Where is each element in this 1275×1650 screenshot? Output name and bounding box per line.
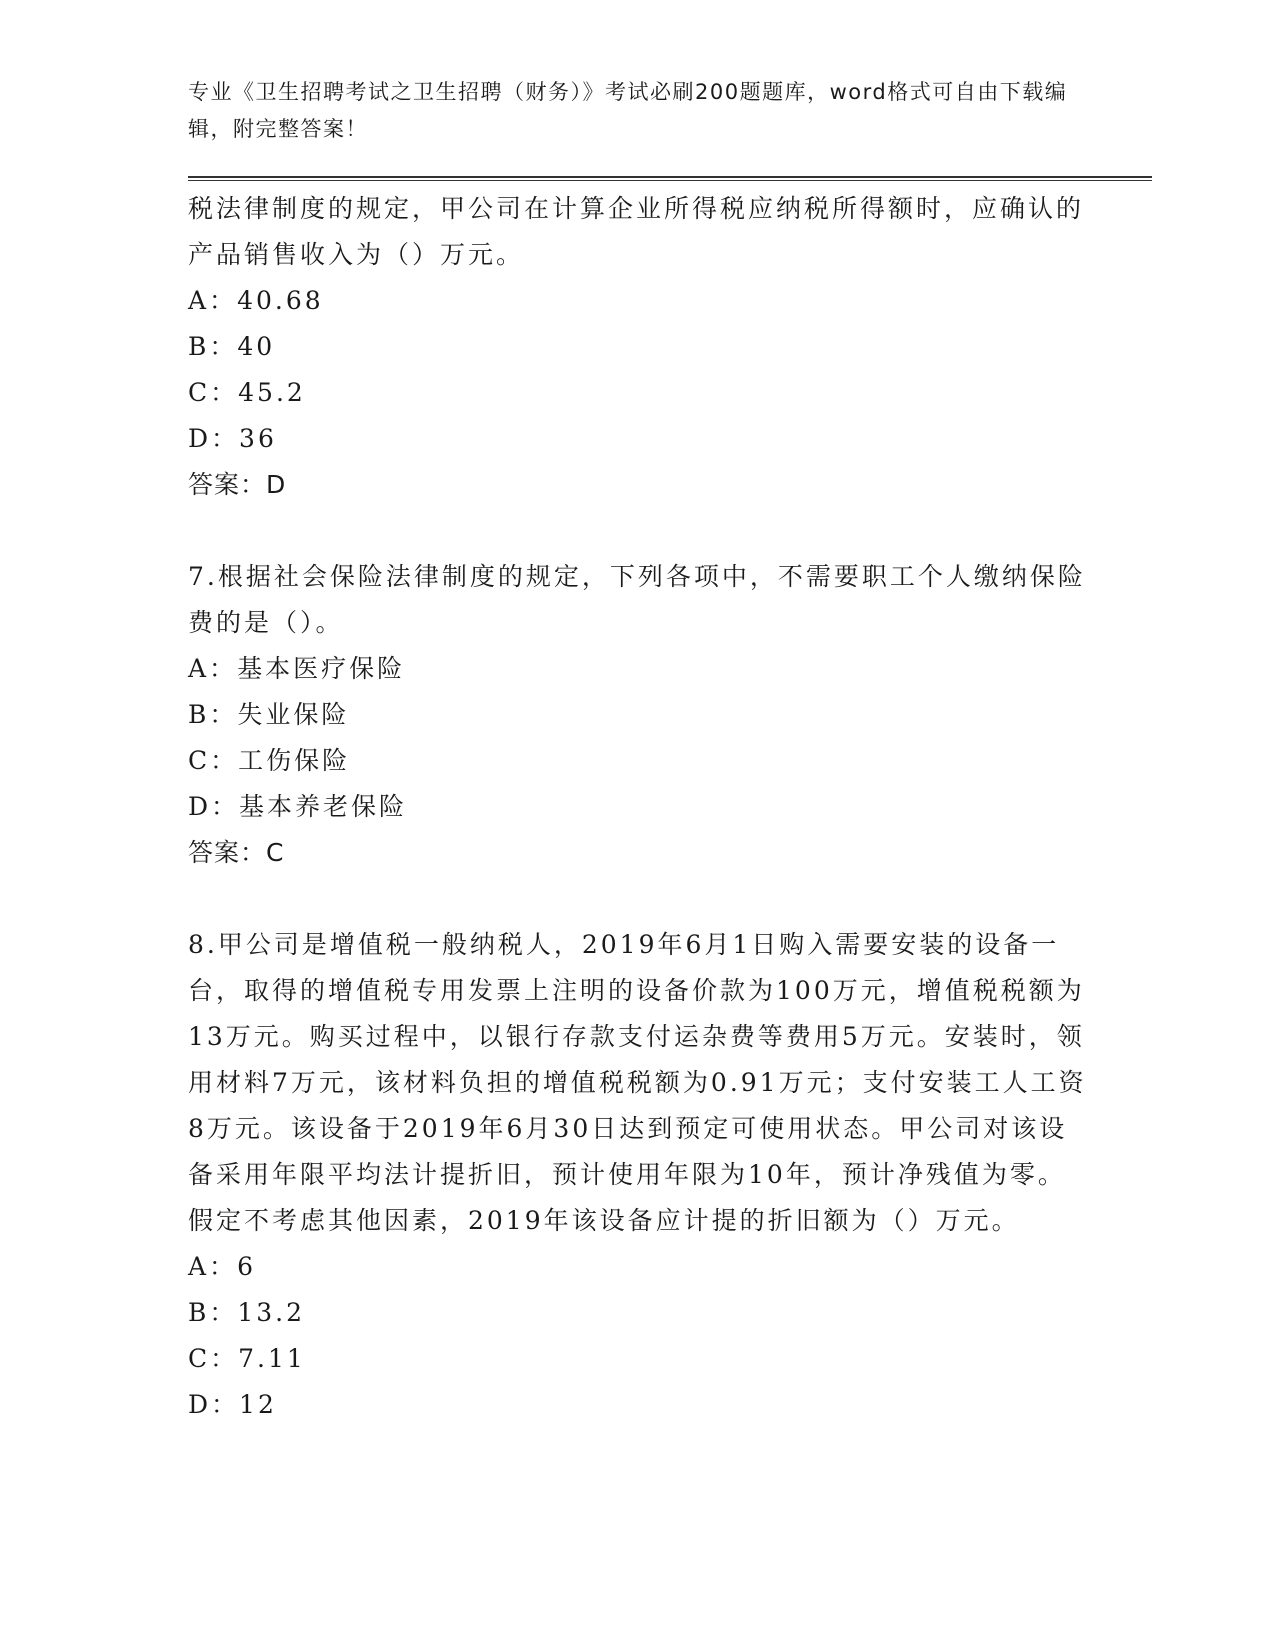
option-c	[188, 370, 1088, 416]
option-d	[188, 1382, 1088, 1428]
option-text: 7.11	[238, 1344, 306, 1373]
option-text: 45.2	[238, 378, 306, 407]
option-c	[188, 738, 1088, 784]
option-text: 6	[237, 1252, 256, 1281]
option-label: D：	[188, 792, 240, 821]
page-header: 专业《卫生招聘考试之卫生招聘（财务）》考试必刷200题题库，word格式可自由下载编辑，附完整答案！	[188, 80, 1068, 141]
header-divider	[188, 176, 1152, 181]
option-c	[188, 1336, 1088, 1382]
option-label: D：	[188, 424, 240, 453]
option-a	[188, 646, 1088, 692]
question-6	[188, 186, 1088, 508]
option-text: 40.68	[237, 286, 324, 315]
spacer	[188, 876, 1088, 922]
option-text: 13.2	[237, 1298, 306, 1327]
option-label: C：	[188, 1344, 239, 1373]
option-label: B：	[188, 332, 238, 361]
option-label: A：	[188, 286, 238, 315]
answer: 答案：C	[188, 838, 285, 867]
option-text: 40	[237, 332, 276, 361]
answer: 答案：D	[188, 470, 287, 499]
option-text: 失业保险	[237, 700, 350, 729]
option-b	[188, 324, 1088, 370]
question-text: 8.甲公司是增值税一般纳税人，2019年6月1日购入需要安装的设备一台，取得的增值税专用发票上注明的设备价款为100万元，增值税税额为13万元。购买过程中，以银行存款支付运杂费等费用5万元。安装时，领用材料7万元，该材料负担的增值税税额为0.91万元；支付安装工人工资8万元。该设备于2019年6月30日达到预定可使用状态。甲公司对该设备采用年限平均法计提折旧，预计使用年限为10年，预计净残值为零。假定不考虑其他因素，2019年该设备应计提的折旧额为（）万元。	[188, 930, 1087, 1235]
option-a	[188, 278, 1088, 324]
option-text: 12	[239, 1390, 277, 1419]
option-label: B：	[188, 1298, 238, 1327]
option-text: 基本养老保险	[239, 792, 408, 821]
option-text: 工伤保险	[238, 746, 351, 775]
option-label: B：	[188, 700, 238, 729]
question-8	[188, 922, 1088, 1428]
document-body	[188, 186, 1088, 1428]
option-label: C：	[188, 746, 239, 775]
option-d	[188, 784, 1088, 830]
option-a	[188, 1244, 1088, 1290]
option-text: 基本医疗保险	[237, 654, 406, 683]
question-text: 7.根据社会保险法律制度的规定，下列各项中，不需要职工个人缴纳保险费的是（）。	[188, 562, 1086, 637]
option-d	[188, 416, 1088, 462]
option-label: A：	[188, 1252, 238, 1281]
option-b	[188, 1290, 1088, 1336]
question-text: 税法律制度的规定，甲公司在计算企业所得税应纳税所得额时，应确认的产品销售收入为（）万元。	[188, 194, 1085, 269]
option-b	[188, 692, 1088, 738]
option-label: D：	[188, 1390, 240, 1419]
option-label: C：	[188, 378, 239, 407]
spacer	[188, 508, 1088, 554]
option-text: 36	[239, 424, 277, 453]
option-label: A：	[188, 654, 238, 683]
question-7	[188, 554, 1088, 876]
